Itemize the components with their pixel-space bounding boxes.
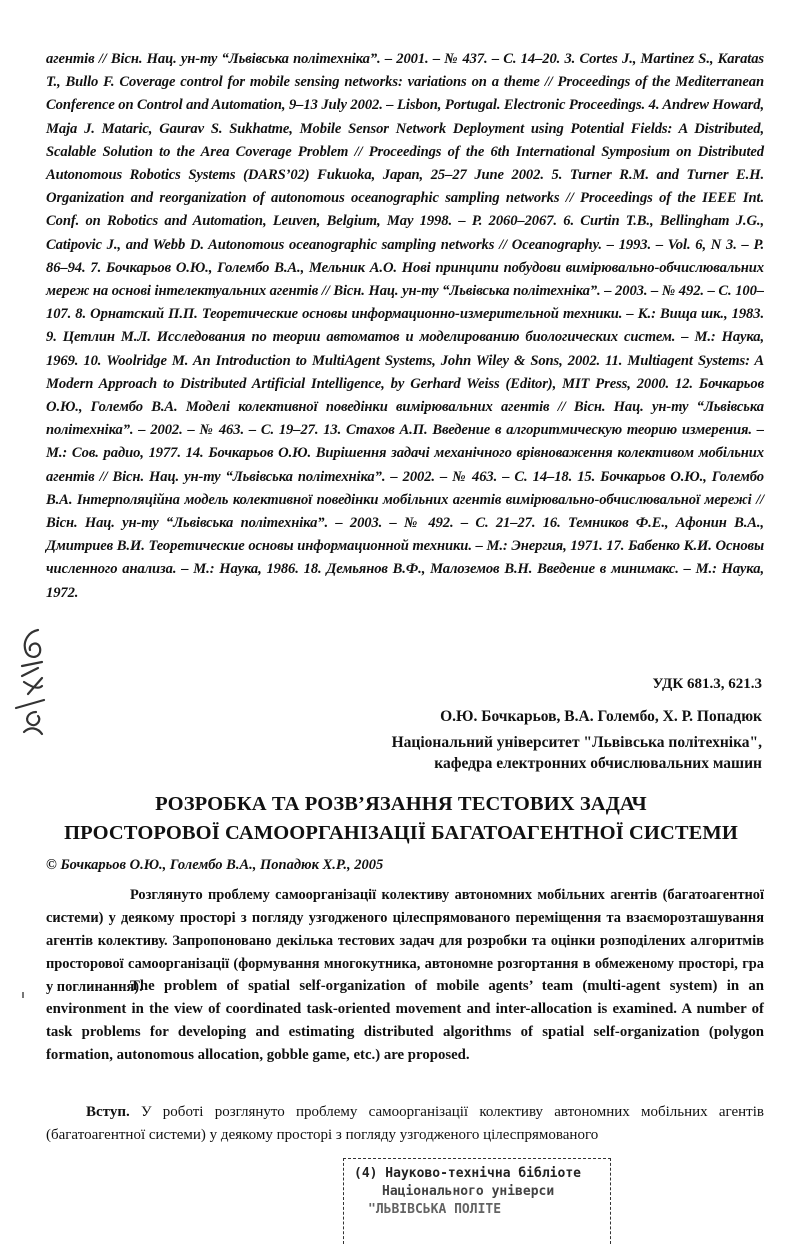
paper-title — [40, 790, 762, 848]
stamp-line-2: Національного універси — [382, 1184, 555, 1199]
copyright-line: © Бочкарьов О.Ю., Голембо В.А., Попадюк Х.Р., 2005 — [46, 857, 384, 873]
margin-note-text: 617/сп. — [8, 620, 12, 621]
stamp-line-1: (4) Науково-технічна бібліоте — [354, 1166, 581, 1181]
stamp-line-3: "ЛЬВІВСЬКА ПОЛІТЕ — [368, 1202, 502, 1217]
handwritten-margin-note — [8, 620, 52, 740]
udk-code: УДК 681.3, 621.3 — [652, 676, 762, 692]
intro-text: У роботі розглянуто проблему самоорганізації колективу автономних мобільних агентів (багатоагентної системи) у деякому просторі з погляду узгодженого цілеспрямованого — [46, 1104, 764, 1143]
library-stamp — [343, 1158, 611, 1244]
scan-artifact-mark — [22, 992, 24, 998]
introduction-paragraph — [46, 1101, 764, 1147]
affiliation-line-2: кафедра електронних обчислювальних машин — [434, 755, 762, 772]
title-line-2: ПРОСТОРОВОЇ САМООРГАНІЗАЦІЇ БАГАТОАГЕНТНОЇ СИСТЕМИ — [64, 822, 738, 844]
references-text: агентів // Вісн. Нац. ун-ту “Львівська політехніка”. – 2001. – № 437. – С. 14–20. 3. Cortes J., Martinez S., Karatas T., Bullo F. Coverage control for mobile sensing networks: variations on a theme // Proceedings of the Mediterranean Conference on Control and Automation, 9–13 July 2002. – Lisbon, Portugal. Electronic Proceedings. 4. Andrew Howard, Maja J. Mataric, Gaurav S. Sukhatme, Mobile Sensor Network Deployment using Potential Fields: A Distributed, Scalable Solution to the Area Coverage Problem // Proceedings of the 6th International Symposium on Distributed Autonomous Robotics Systems (DARS’02) Fukuoka, Japan, 25–27 June 2002. 5. Turner R.M. and Turner E.H. Organization and reorganization of autonomous oceanographic sampling networks // Proceedings of the IEEE Int. Conf. on Robotics and Automation, Leuven, Belgium, May 1998. – P. 2060–2067. 6. Curtin T.B., Bellingham J.G., Catipovic J., and Webb D. Autonomous oceanographic sampling networks // Oceanography. – 1993. – Vol. 6, N 3. – P. 86–94. 7. Бочкарьов О.Ю., Голембо В.А., Мельник А.О. Нові принципи побудови вимірювально-обчислювальних мереж на основі інтелектуальних агентів // Вісн. Нац. ун-ту “Львівська політехніка”. – 2003. – № 492. – С. 100–107. 8. Орнатский П.П. Теоретические основы информационно-измерительной техники. – К.: Вища шк., 1983. 9. Цетлин М.Л. Исследования по теории автоматов и моделированию биологических систем. – М.: Наука, 1969. 10. Woolridge M. An Introduction to MultiAgent Systems, John Wiley & Sons, 2002. 11. Multiagent Systems: A Modern Approach to Distributed Artificial Intelligence, by Gerhard Weiss (Editor), MIT Press, 2000. 12. Бочкарьов О.Ю., Голембо В.А. Моделі колективної поведінки вимірювальних агентів // Вісн. Нац. ун-ту “Львівська політехніка”. – 2002. – № 463. – С. 19–27. 13. Стахов А.П. Введение в алгоритмическую теорию измерения. – М.: Сов. радио, 1977. 14. Бочкарьов О.Ю. Вирішення задачі механічного врівноваження колективом мобільних агентів // Вісн. Нац. ун-ту “Львівська політехніка”. – 2002. – № 463. – С. 14–18. 15. Бочкарьов О.Ю., Голембо В.А. Інтерполяційна модель колективної поведінки мобільних агентів вимірювально-обчислювальної мережі // Вісн. Нац. ун-ту “Львівська політехніка”. – 2003. – № 492. – С. 21–27. 16. Темников Ф.Е., Афонин В.А., Дмитриев В.И. Теоретические основы информационной техники. – М.: Энергия, 1971. 17. Бабенко К.И. Основы численного анализа. – М.: Наука, 1986. 18. Демьянов В.Ф., Малоземов В.Н. Введение в минимакс. – М.: Наука, 1972. — [46, 51, 764, 601]
intro-label: Вступ. — [86, 1104, 130, 1120]
affiliation — [392, 732, 762, 774]
abstract-ukrainian: Розглянуто проблему самоорганізації колективу автономних мобільних агентів (багатоагентної системи) у деякому просторі з погляду узгодженого цілеспрямованого переміщення та взаєморозташування агентів колективу. Запропоновано декілька тестових задач для розробки та оцінки розподілених алгоритмів просторової самоорганізації (формування многокутника, автономне розгортання в обмеженому просторі, гра у поглинання). — [46, 887, 764, 995]
authors: О.Ю. Бочкарьов, В.А. Голембо, Х. Р. Попадюк — [440, 708, 762, 725]
abstract-english: The problem of spatial self-organization of mobile agents’ team (multi-agent system) in an environment in the view of coordinated task-oriented movement and inter-allocation is examined. A number of task problems for developing and estimating distributed algorithms of spatial self-organization (polygon formation, autonomous allocation, gobble game, etc.) are proposed. — [46, 978, 764, 1063]
title-line-1: РОЗРОБКА ТА РОЗВ’ЯЗАННЯ ТЕСТОВИХ ЗАДАЧ — [155, 793, 647, 815]
affiliation-line-1: Національний університет "Львівська політехніка", — [391, 734, 762, 751]
